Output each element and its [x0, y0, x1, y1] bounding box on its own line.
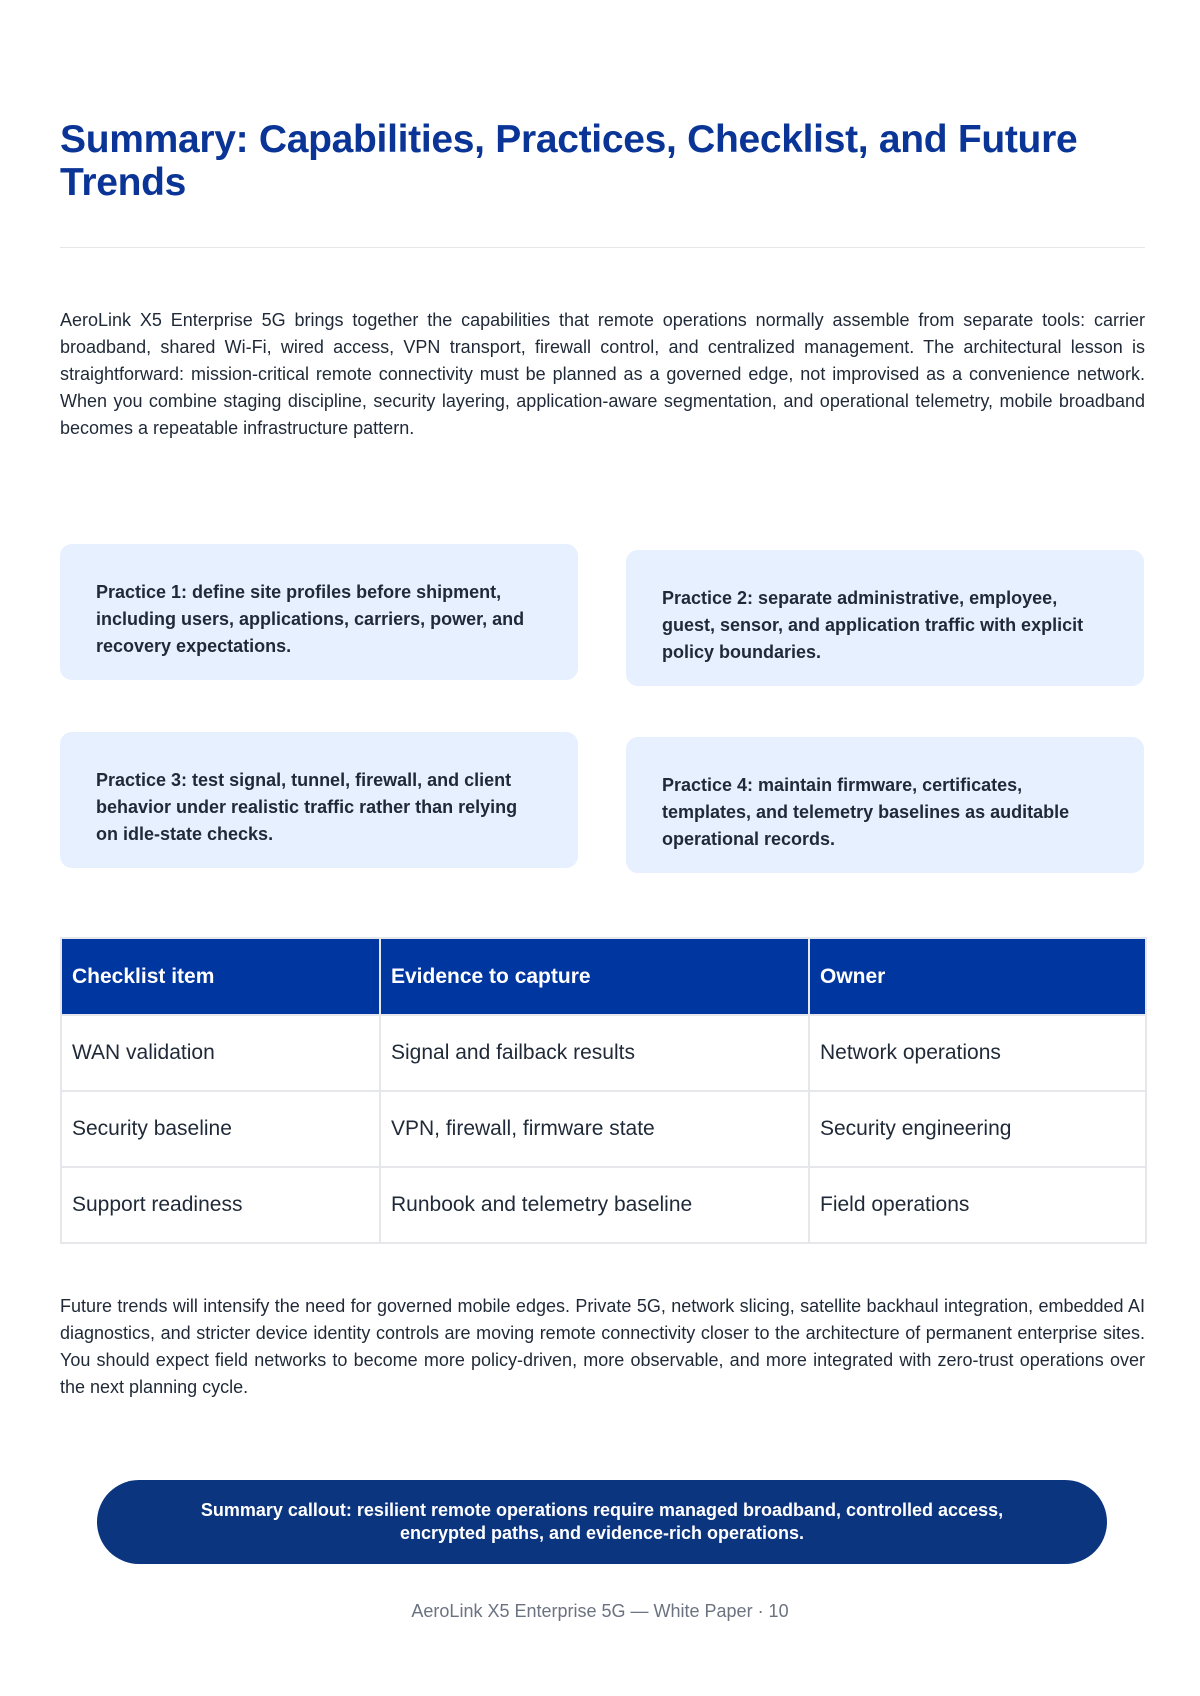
cell-owner: Field operations	[809, 1167, 1146, 1243]
table-row	[61, 1015, 1146, 1091]
checklist-table	[60, 937, 1147, 1244]
title-divider	[60, 247, 1145, 248]
header-evidence: Evidence to capture	[380, 938, 809, 1015]
practice-card-3: Practice 3: test signal, tunnel, firewall, and client behavior under realistic traffic rather than relying on idle-state checks.	[60, 732, 578, 868]
cell-owner: Network operations	[809, 1015, 1146, 1091]
header-owner: Owner	[809, 938, 1146, 1015]
cell-item: Security baseline	[61, 1091, 380, 1167]
practice-card-1: Practice 1: define site profiles before shipment, including users, applications, carriers, power, and recovery expectations.	[60, 544, 578, 680]
summary-callout	[97, 1480, 1107, 1564]
page-title: Summary: Capabilities, Practices, Checklist, and Future Trends	[60, 118, 1078, 204]
cell-item: Support readiness	[61, 1167, 380, 1243]
cell-evidence: Runbook and telemetry baseline	[380, 1167, 809, 1243]
cell-item: WAN validation	[61, 1015, 380, 1091]
intro-paragraph: AeroLink X5 Enterprise 5G brings together the capabilities that remote operations normally assemble from separate tools: carrier broadband, shared Wi-Fi, wired access, VPN transport, firewall control, and centralized management. The architectural lesson is straightforward: mission-critical remote connectivity must be planned as a governed edge, not improvised as a convenience network. When you combine staging discipline, security layering, application-aware segmentation, and operational telemetry, mobile broadband becomes a repeatable infrastructure pattern.	[60, 310, 1145, 438]
cell-owner: Security engineering	[809, 1091, 1146, 1167]
practice-card-4: Practice 4: maintain firmware, certificates, templates, and telemetry baselines as auditable operational records.	[626, 737, 1144, 873]
future-trends-paragraph: Future trends will intensify the need for governed mobile edges. Private 5G, network slicing, satellite backhaul integration, embedded AI diagnostics, and stricter device identity controls are moving remote connectivity closer to the architecture of permanent enterprise sites. You should expect field networks to become more policy-driven, more observable, and more integrated with zero-trust operations over the next planning cycle.	[60, 1296, 1145, 1397]
page-footer: AeroLink X5 Enterprise 5G — White Paper · 10	[411, 1601, 789, 1621]
table-header-row	[61, 938, 1146, 1015]
cell-evidence: Signal and failback results	[380, 1015, 809, 1091]
header-checklist-item: Checklist item	[61, 938, 380, 1015]
summary-callout-text: Summary callout: resilient remote operations require managed broadband, controlled access, encrypted paths, and evidence-rich operations.	[200, 1500, 1004, 1543]
table-row	[61, 1091, 1146, 1167]
cell-evidence: VPN, firewall, firmware state	[380, 1091, 809, 1167]
practice-card-2: Practice 2: separate administrative, employee, guest, sensor, and application traffic with explicit policy boundaries.	[626, 550, 1144, 686]
table-row	[61, 1167, 1146, 1243]
